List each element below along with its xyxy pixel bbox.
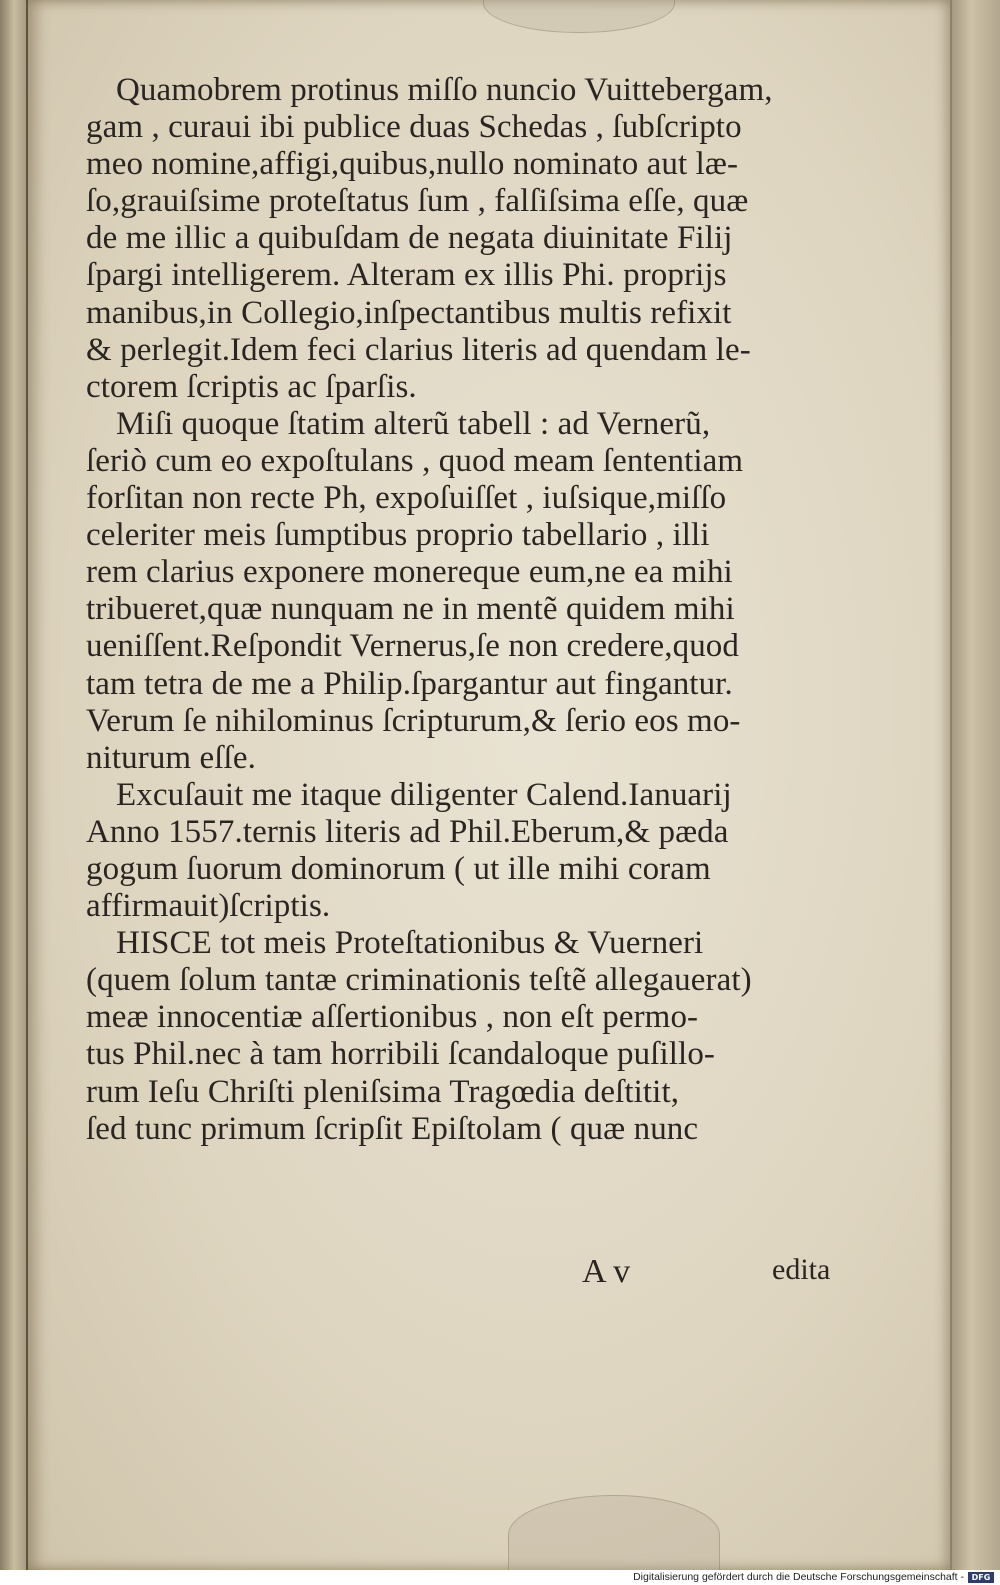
text-line: Miſi quoque ſtatim alterũ tabell : ad Vernerũ, (116, 405, 711, 442)
text-line: niturum eſſe. (86, 739, 256, 776)
text-line: Verum ſe nihilominus ſcripturum,& ſerio eos mo- (86, 702, 741, 739)
text-line: meo nomine,affigi,quibus,nullo nominato aut læ- (86, 146, 739, 183)
text-line: de me illic a quibuſdam de negata diuinitate Filij (86, 220, 733, 257)
text-line: affirmauit)ſcriptis. (86, 888, 331, 925)
previous-page-edge (0, 0, 28, 1570)
text-line: celeriter meis ſumptibus proprio tabellario , illi (86, 517, 710, 554)
right-page-edge (952, 0, 1000, 1570)
paper-stain-bottom (508, 1495, 720, 1570)
text-line: ueniſſent.Reſpondit Vernerus,ſe non credere,quod (86, 628, 740, 665)
funding-credit: Digitalisierung gefördert durch die Deutsche Forschungsgemeinschaft - (633, 1571, 964, 1583)
text-line: & perlegit.Idem feci clarius literis ad quendam le- (86, 331, 751, 368)
text-line: meæ innocentiæ aſſertionibus , non eſt permo- (86, 999, 699, 1036)
text-line: Quamobrem protinus miſſo nuncio Vuittebergam, (116, 72, 773, 108)
text-line: ctorem ſcriptis ac ſparſis. (86, 368, 417, 405)
text-line: tus Phil.nec à tam horribili ſcandaloque puſillo- (86, 1036, 716, 1073)
text-line: gogum ſuorum dominorum ( ut ille mihi coram (86, 850, 711, 887)
text-line: (quem ſolum tantæ criminationis teſtẽ allegauerat) (86, 962, 752, 999)
text-line: tribueret,quæ nunquam ne in mentẽ quidem mihi (86, 591, 735, 628)
text-line: tam tetra de me a Philip.ſpargantur aut fingantur. (86, 665, 733, 702)
text-line: ſpargi intelligerem. Alteram ex illis Phi. proprijs (86, 257, 727, 294)
text-line: Anno 1557.ternis literis ad Phil.Eberum,& pæda (86, 813, 729, 850)
text-line: ſeriò cum eo expoſtulans , quod meam ſententiam (86, 442, 744, 479)
signature-mark: A v (582, 1253, 631, 1290)
text-line: forſitan non recte Ph, expoſuiſſet , iuſsique,miſſo (86, 480, 727, 517)
text-line: gam , curaui ibi publice duas Schedas , ſubſcripto (86, 109, 742, 146)
text-line: manibus,in Collegio,inſpectantibus multis refixit (86, 294, 732, 331)
text-line: ſed tunc primum ſcripſit Epiſtolam ( quæ nunc (86, 1110, 699, 1147)
paper-stain-top (483, 0, 675, 33)
dfg-logo: DFG (968, 1572, 994, 1583)
catchword: edita (772, 1253, 831, 1286)
footer-bar (0, 1570, 1000, 1585)
text-line: HISCE tot meis Proteſtationibus & Vuerneri (116, 925, 704, 962)
text-line: Excuſauit me itaque diligenter Calend.Ianuarij (116, 776, 732, 813)
text-line: ſo,grauiſsime proteſtatus ſum , falſiſsima eſſe, quæ (86, 183, 749, 220)
body-text (86, 72, 856, 1148)
text-line: rum Ieſu Chriſti pleniſsima Tragœdia deſtitit, (86, 1073, 680, 1110)
text-line: rem clarius exponere monereque eum,ne ea mihi (86, 554, 733, 591)
